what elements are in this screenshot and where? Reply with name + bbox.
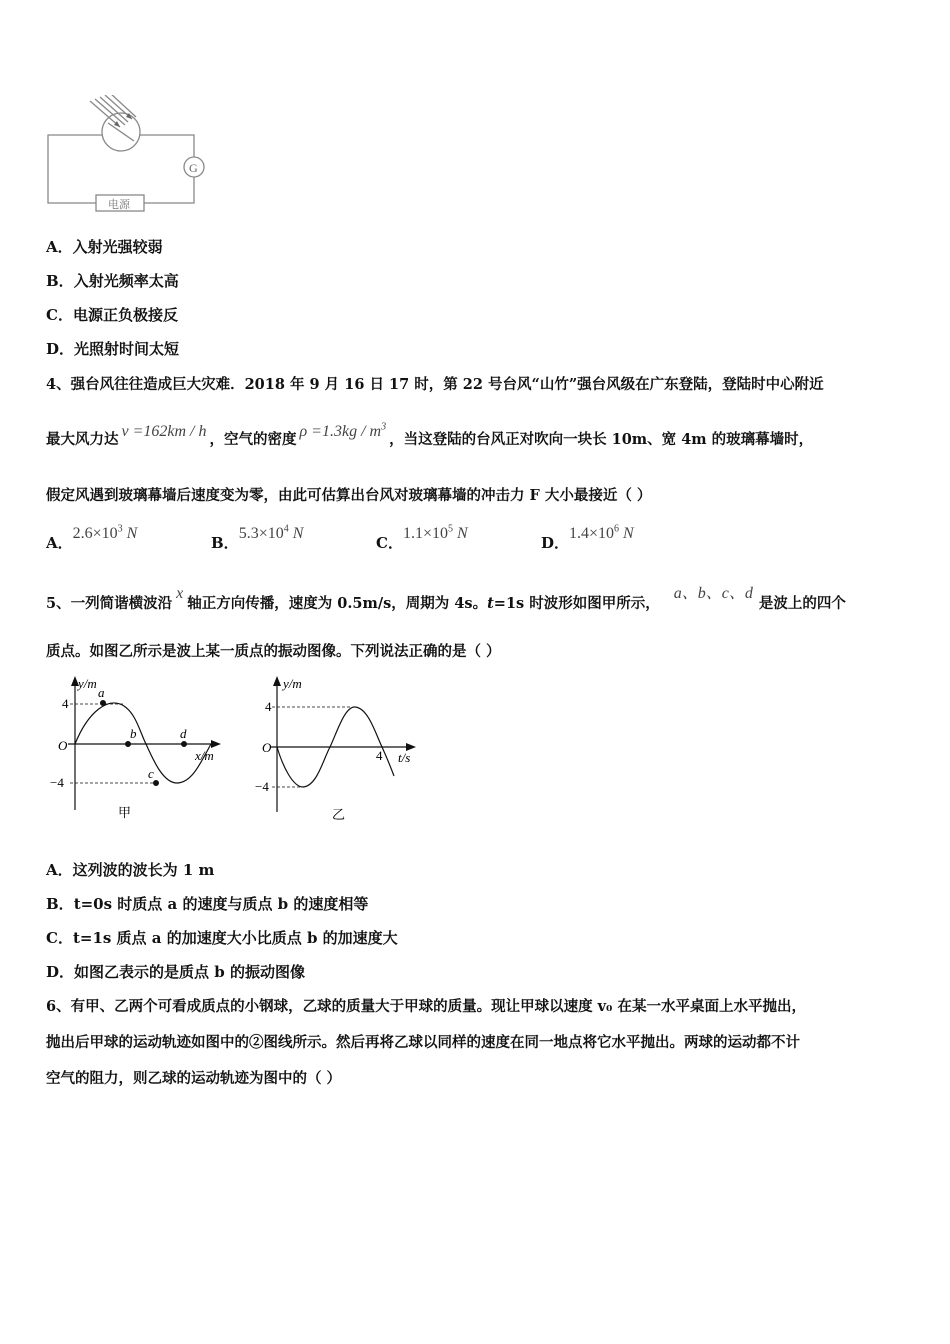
q4-line-1: 4、强台风往往造成巨大灾难．2018 年 9 月 16 日 17 时，第 22 号台风“山竹”强台风级在广东登陆，登陆时中心附近 xyxy=(46,376,824,393)
q5-option-c: C．t=1s 质点 a 的加速度大小比质点 b 的加速度大 xyxy=(46,929,398,947)
graph-caption-yi: 乙 xyxy=(332,808,346,823)
q3-option-c: C．电源正负极接反 xyxy=(46,306,178,324)
wave-points-label: a、b、c、d xyxy=(673,585,753,602)
meter-label: G xyxy=(189,161,198,175)
q5-line-1: 5、一列简谐横波沿x轴正方向传播，速度为 0.5m/s，周期为 4s。t=1s 时波形如图甲所示，a、b、c、d是波上的四个 xyxy=(46,585,846,612)
t-axis-label: t/s xyxy=(398,750,411,765)
wave-graph-jia xyxy=(40,670,230,825)
q3-option-b: B．入射光频率太高 xyxy=(46,272,179,290)
q4-option-b: B．$5.3\times 10^4$ N xyxy=(211,523,304,552)
t-tick-4: 4 xyxy=(376,748,383,763)
air-density-formula: ρ =1.3kg / m xyxy=(299,423,382,440)
q5-option-b: B．t=0s 时质点 a 的速度与质点 b 的速度相等 xyxy=(46,895,369,913)
q5-option-d: D．如图乙表示的是质点 b 的振动图像 xyxy=(46,963,305,981)
q3-option-a: A．入射光强较弱 xyxy=(46,238,163,256)
y-min-tick: −4 xyxy=(50,775,64,790)
point-b-label: b xyxy=(130,726,137,741)
point-c xyxy=(153,780,159,786)
y-axis-label: y/m xyxy=(283,676,302,691)
q6-line-1: 6、有甲、乙两个可看成质点的小钢球，乙球的质量大于甲球的质量。现让甲球以速度 v₀ 在某一水平桌面上水平抛出， xyxy=(46,998,806,1015)
y-min-tick: −4 xyxy=(255,779,269,794)
x-axis-label: x/m xyxy=(195,748,214,763)
point-c-label: c xyxy=(148,766,154,781)
q6-line-3: 空气的阻力，则乙球的运动轨迹为图中的（ ） xyxy=(46,1070,342,1087)
origin-label: O xyxy=(262,740,272,755)
q6-line-2: 抛出后甲球的运动轨迹如图中的②图线所示。然后再将乙球以同样的速度在同一地点将它水平抛出。两球的运动都不计 xyxy=(46,1034,800,1051)
q4-option-d: D．$1.4\times 10^6$ N xyxy=(541,523,634,552)
point-a xyxy=(100,700,106,706)
power-source-label: 电源 xyxy=(108,198,130,211)
vibration-graph-yi xyxy=(255,672,430,827)
q4-option-c: C．$1.1\times 10^5$ N xyxy=(376,523,468,552)
q4-option-a: A．$2.6\times 10^3$ N xyxy=(46,523,138,552)
point-d xyxy=(181,741,187,747)
q3-option-d: D．光照射时间太短 xyxy=(46,340,180,358)
q4-line-3: 假定风遇到玻璃幕墙后速度变为零，由此可估算出台风对玻璃幕墙的冲击力 F 大小最接近（ ） xyxy=(46,487,652,504)
y-max-tick: 4 xyxy=(265,699,272,714)
y-max-tick: 4 xyxy=(62,696,69,711)
wind-speed-formula: v =162km / h xyxy=(121,423,207,440)
point-a-label: a xyxy=(98,685,105,700)
point-d-label: d xyxy=(180,726,187,741)
graph-caption-jia: 甲 xyxy=(118,806,132,821)
y-axis-label: y/m xyxy=(78,676,97,691)
photoelectric-circuit-figure xyxy=(40,95,215,220)
origin-label: O xyxy=(58,738,68,753)
q5-option-a: A．这列波的波长为 1 m xyxy=(46,861,215,879)
point-b xyxy=(125,741,131,747)
q4-line-2: 最大风力达 v =162km / h ，空气的密度 $\rho =1.3kg / m^3$，当这登陆的台风正对吹向一块长 10m、宽 4m 的玻璃幕墙时， xyxy=(46,421,814,448)
q5-line-2: 质点。如图乙所示是波上某一质点的振动图像。下列说法正确的是（ ） xyxy=(46,643,501,660)
